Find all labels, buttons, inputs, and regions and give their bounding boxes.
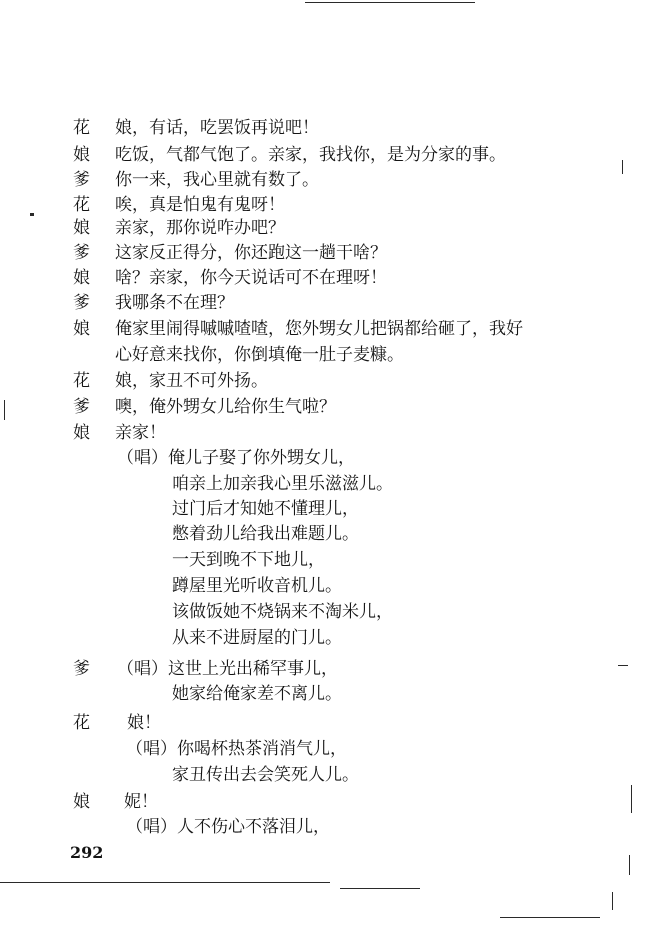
dialogue-line bbox=[0, 291, 655, 315]
speaker-label: 爹 bbox=[73, 243, 90, 263]
dialogue-line bbox=[0, 421, 655, 445]
speaker-label: 娘 bbox=[73, 145, 90, 165]
scan-mark bbox=[0, 882, 330, 883]
dialogue-line bbox=[0, 216, 655, 240]
line-text: 这家反正得分，你还跑这一趟干啥？ bbox=[115, 243, 387, 263]
song-line bbox=[0, 548, 655, 572]
line-text: 蹲屋里光听收音机儿。 bbox=[172, 576, 342, 596]
scan-mark bbox=[340, 888, 420, 889]
speaker-label: 娘 bbox=[73, 268, 90, 288]
song-line bbox=[0, 763, 655, 787]
line-text: （唱）人不伤心不落泪儿， bbox=[126, 817, 330, 837]
line-text: 憋着劲儿给我出难题儿。 bbox=[172, 524, 359, 544]
speaker-label: 花 bbox=[73, 713, 90, 733]
line-text: 从来不进厨屋的门儿。 bbox=[172, 628, 342, 648]
scan-mark bbox=[500, 917, 600, 918]
dialogue-line bbox=[0, 143, 655, 167]
line-text: 唉，真是怕鬼有鬼呀！ bbox=[115, 195, 285, 215]
line-text: 你一来，我心里就有数了。 bbox=[115, 170, 319, 190]
line-text: 过门后才知她不懂理儿， bbox=[172, 499, 359, 519]
dialogue-line bbox=[0, 193, 655, 217]
line-text: 吃饭，气都气饱了。亲家，我找你，是为分家的事。 bbox=[115, 145, 506, 165]
line-text: 该做饭她不烧锅来不淘米儿， bbox=[172, 602, 393, 622]
dialogue-line bbox=[0, 711, 655, 735]
song-line bbox=[0, 682, 655, 706]
line-text: 啥？亲家，你今天说话可不在理呀！ bbox=[115, 268, 387, 288]
scan-mark bbox=[612, 892, 613, 910]
page-number: 292 bbox=[70, 843, 104, 862]
dialogue-line bbox=[0, 116, 655, 140]
speaker-label: 爹 bbox=[73, 397, 90, 417]
speaker-label: 娘 bbox=[73, 319, 90, 339]
line-text: 家丑传出去会笑死人儿。 bbox=[172, 765, 359, 785]
song-line bbox=[0, 815, 655, 839]
song-line bbox=[0, 657, 655, 681]
dialogue-line bbox=[0, 317, 655, 341]
speaker-label: 爹 bbox=[73, 659, 90, 679]
dialogue-line bbox=[0, 343, 655, 367]
speaker-label: 娘 bbox=[73, 218, 90, 238]
line-text: 娘，家丑不可外扬。 bbox=[115, 371, 268, 391]
song-line bbox=[0, 522, 655, 546]
song-line bbox=[0, 574, 655, 598]
line-text: 我哪条不在理？ bbox=[115, 293, 234, 313]
speaker-label: 娘 bbox=[73, 792, 90, 812]
dialogue-line bbox=[0, 369, 655, 393]
line-text: 心好意来找你，你倒填俺一肚子麦糠。 bbox=[115, 345, 404, 365]
scan-mark bbox=[305, 2, 475, 3]
song-line bbox=[0, 472, 655, 496]
song-line bbox=[0, 737, 655, 761]
line-text: 娘，有话，吃罢饭再说吧！ bbox=[115, 118, 319, 138]
line-text: 一天到晚不下地儿， bbox=[172, 550, 325, 570]
dialogue-line bbox=[0, 168, 655, 192]
speaker-label: 花 bbox=[73, 195, 90, 215]
dialogue-line bbox=[0, 241, 655, 265]
song-line bbox=[0, 446, 655, 470]
line-text: 咱亲上加亲我心里乐滋滋儿。 bbox=[172, 474, 393, 494]
speaker-label: 花 bbox=[73, 118, 90, 138]
song-line bbox=[0, 600, 655, 624]
line-text: （唱）你喝杯热茶消消气儿， bbox=[126, 739, 347, 759]
dialogue-line bbox=[0, 395, 655, 419]
line-text: 俺家里闹得嘁嘁喳喳，您外甥女儿把锅都给砸了，我好 bbox=[115, 319, 523, 339]
speaker-label: 爹 bbox=[73, 293, 90, 313]
line-text: 娘！ bbox=[127, 713, 161, 733]
line-text: 亲家！ bbox=[115, 423, 166, 443]
speaker-label: 花 bbox=[73, 371, 90, 391]
speaker-label: 爹 bbox=[73, 170, 90, 190]
line-text: 妮！ bbox=[124, 792, 158, 812]
speaker-label: 娘 bbox=[73, 423, 90, 443]
song-line bbox=[0, 497, 655, 521]
line-text: （唱）俺儿子娶了你外甥女儿， bbox=[117, 448, 355, 468]
dialogue-line bbox=[0, 266, 655, 290]
song-line bbox=[0, 626, 655, 650]
line-text: 她家给俺家差不离儿。 bbox=[172, 684, 342, 704]
line-text: 亲家，那你说咋办吧？ bbox=[115, 218, 285, 238]
line-text: 噢，俺外甥女儿给你生气啦？ bbox=[115, 397, 336, 417]
line-text: （唱）这世上光出稀罕事儿， bbox=[117, 659, 338, 679]
dialogue-line bbox=[0, 790, 655, 814]
scan-mark bbox=[629, 855, 630, 875]
